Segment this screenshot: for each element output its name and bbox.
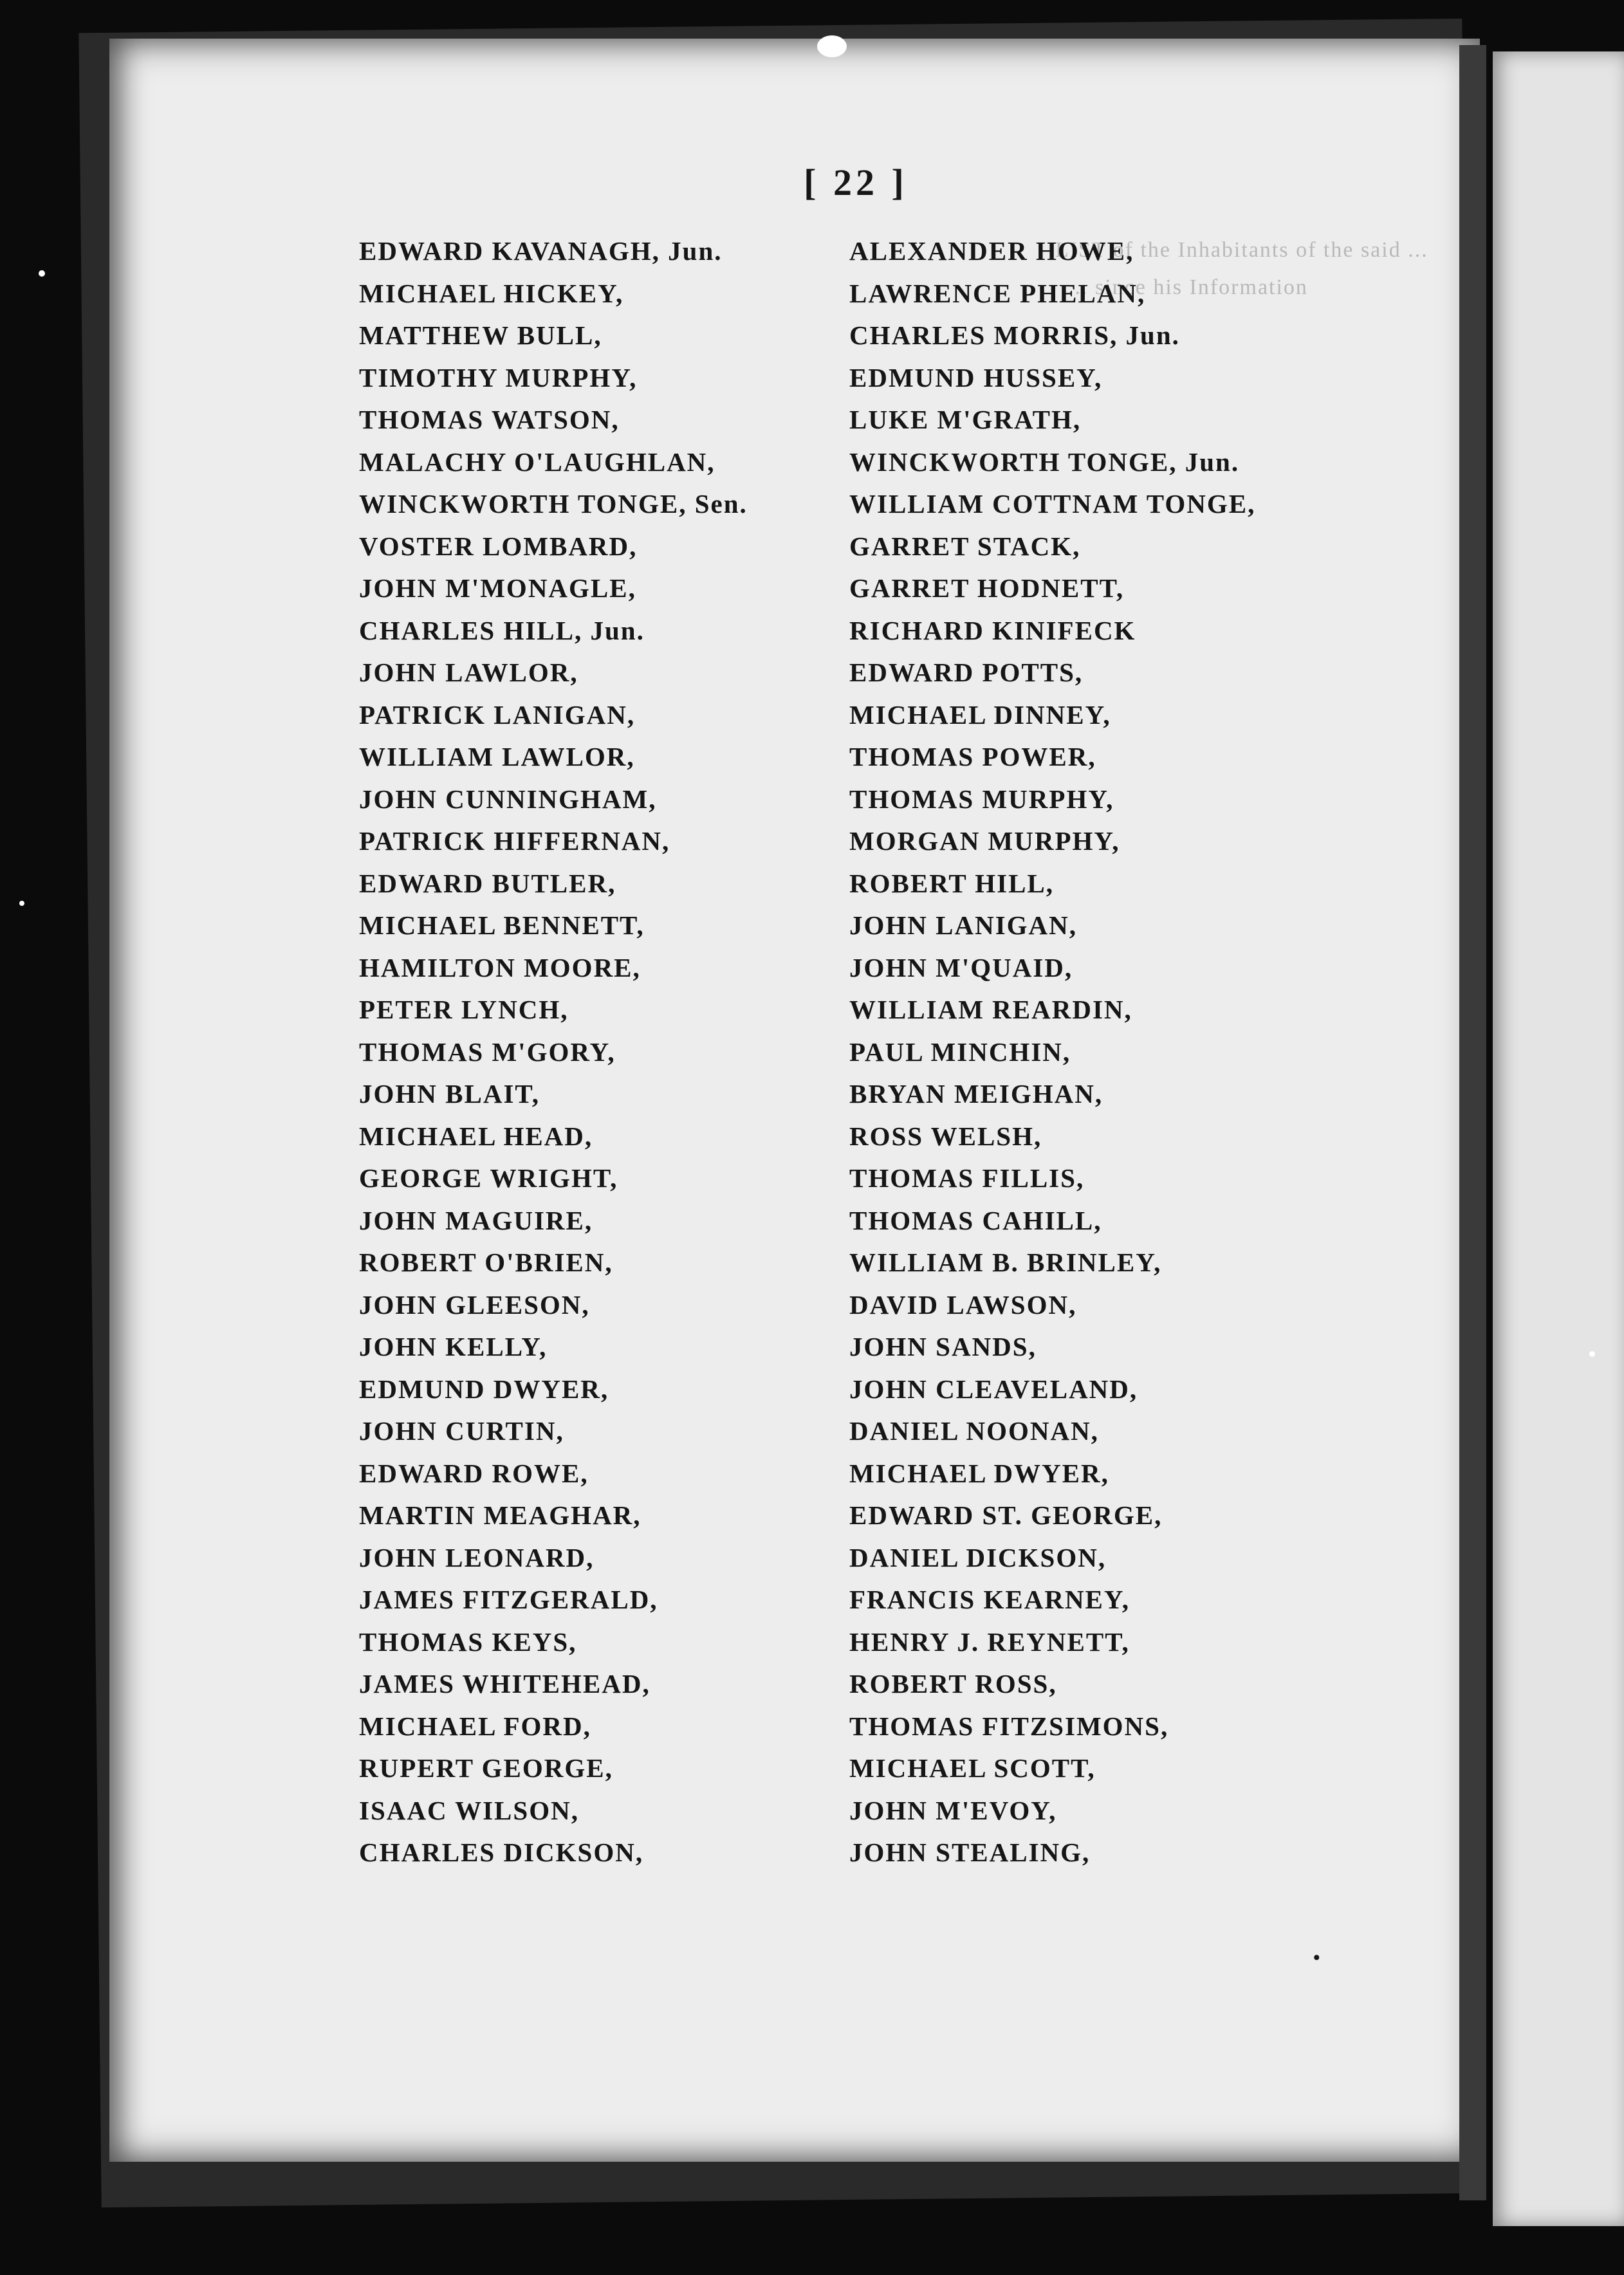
name-entry: RICHARD KINIFECK	[849, 615, 1136, 645]
name-entry: CHARLES DICKSON,	[359, 1838, 644, 1867]
name-entry: JOHN CURTIN,	[359, 1416, 564, 1446]
name-entry: JOHN SANDS,	[849, 1332, 1037, 1361]
page-number: [ 22 ]	[804, 161, 908, 203]
scan-fleck	[39, 270, 45, 277]
name-entry: JOHN CLEAVELAND,	[849, 1374, 1138, 1404]
name-entry: JOHN LANIGAN,	[849, 910, 1078, 940]
name-entry: ALEXANDER HOWE,	[849, 236, 1134, 266]
name-entry: THOMAS FITZSIMONS,	[849, 1711, 1169, 1741]
name-entry: ROBERT O'BRIEN,	[359, 1248, 613, 1277]
name-list-left-column	[359, 230, 848, 1874]
name-entry: EDWARD KAVANAGH, Jun.	[359, 236, 723, 266]
name-entry: ROSS WELSH,	[849, 1121, 1042, 1151]
name-entry: EDMUND HUSSEY,	[849, 362, 1103, 392]
name-entry: PETER LYNCH,	[359, 995, 569, 1024]
scan-fleck	[1589, 1351, 1595, 1357]
name-entry: THOMAS M'GORY,	[359, 1036, 616, 1067]
name-entry: MICHAEL DINNEY,	[849, 699, 1111, 730]
name-entry: JOHN CUNNINGHAM,	[359, 784, 657, 814]
bleed-through-line: LIST of the Inhabitants of the said ...	[1055, 238, 1428, 262]
name-entry: MARTIN MEAGHAR,	[359, 1500, 641, 1530]
name-entry: JOHN M'MONAGLE,	[359, 573, 636, 603]
name-entry: PAUL MINCHIN,	[849, 1036, 1071, 1067]
name-entry: EDWARD ROWE,	[359, 1458, 589, 1488]
name-entry: HAMILTON MOORE,	[359, 952, 641, 982]
name-entry: THOMAS WATSON,	[359, 405, 620, 434]
name-entry: JOHN M'EVOY,	[849, 1795, 1057, 1825]
name-entry: GARRET STACK,	[849, 531, 1081, 561]
name-entry: CHARLES HILL, Jun.	[359, 615, 645, 645]
scan-fleck	[817, 35, 847, 57]
name-entry: JOHN M'QUAID,	[849, 952, 1073, 982]
name-entry: TIMOTHY MURPHY,	[359, 362, 638, 392]
name-entry: DAVID LAWSON,	[849, 1289, 1077, 1320]
name-entry: MICHAEL HEAD,	[359, 1121, 593, 1151]
name-entry: JOHN STEALING,	[849, 1838, 1091, 1867]
name-entry: JOHN BLAIT,	[359, 1079, 540, 1109]
name-entry: GARRET HODNETT,	[849, 573, 1125, 603]
name-entry: JAMES FITZGERALD,	[359, 1585, 658, 1614]
name-entry: CHARLES MORRIS, Jun.	[849, 320, 1180, 350]
name-entry: MICHAEL FORD,	[359, 1711, 591, 1741]
name-entry: EDMUND DWYER,	[359, 1374, 609, 1404]
name-entry: JOHN KELLY,	[359, 1332, 548, 1361]
name-entry: JOHN LAWLOR,	[359, 658, 578, 687]
bleed-through-line: ... since his Information	[1068, 275, 1308, 299]
name-entry: WINCKWORTH TONGE, Jun.	[849, 447, 1240, 477]
name-entry: THOMAS KEYS,	[359, 1626, 577, 1657]
name-entry: MALACHY O'LAUGHLAN,	[359, 447, 715, 477]
name-entry: JOHN MAGUIRE,	[359, 1205, 593, 1235]
name-list-right-column	[849, 230, 1441, 1874]
name-entry: THOMAS FILLIS,	[849, 1163, 1085, 1193]
name-entry: WILLIAM B. BRINLEY,	[849, 1248, 1162, 1277]
name-entry: JOHN LEONARD,	[359, 1542, 595, 1572]
name-entry: EDWARD BUTLER,	[359, 868, 616, 898]
name-entry: JOHN GLEESON,	[359, 1289, 590, 1320]
name-entry: WILLIAM LAWLOR,	[359, 742, 635, 771]
name-entry: THOMAS CAHILL,	[849, 1205, 1102, 1235]
facing-page-edge	[1493, 51, 1624, 2226]
name-entry: JAMES WHITEHEAD,	[359, 1669, 651, 1699]
name-entry: FRANCIS KEARNEY,	[849, 1585, 1130, 1614]
name-entry: MICHAEL BENNETT,	[359, 910, 645, 940]
name-entry: THOMAS MURPHY,	[849, 784, 1114, 814]
name-entry: PATRICK HIFFERNAN,	[359, 826, 670, 856]
name-entry: MORGAN MURPHY,	[849, 826, 1120, 856]
name-entry: WINCKWORTH TONGE, Sen.	[359, 489, 748, 519]
name-entry: LUKE M'GRATH,	[849, 405, 1082, 434]
name-entry: MICHAEL HICKEY,	[359, 278, 624, 308]
end-mark: .	[1313, 1931, 1321, 1967]
name-entry: MICHAEL DWYER,	[849, 1458, 1109, 1488]
name-entry: VOSTER LOMBARD,	[359, 531, 638, 561]
name-entry: GEORGE WRIGHT,	[359, 1163, 618, 1193]
name-entry: RUPERT GEORGE,	[359, 1753, 613, 1783]
name-entry: PATRICK LANIGAN,	[359, 699, 636, 730]
name-entry: EDWARD ST. GEORGE,	[849, 1500, 1163, 1530]
book-gutter	[1459, 45, 1486, 2200]
name-entry: MATTHEW BULL,	[359, 320, 602, 350]
name-entry: ISAAC WILSON,	[359, 1795, 579, 1825]
name-entry: DANIEL DICKSON,	[849, 1542, 1107, 1572]
scan-fleck	[19, 901, 24, 906]
name-entry: DANIEL NOONAN,	[849, 1416, 1099, 1446]
name-entry: HENRY J. REYNETT,	[849, 1626, 1130, 1657]
name-entry: ROBERT HILL,	[849, 868, 1055, 898]
name-entry: MICHAEL SCOTT,	[849, 1753, 1096, 1783]
name-entry: EDWARD POTTS,	[849, 658, 1084, 687]
name-entry: WILLIAM REARDIN,	[849, 995, 1132, 1024]
name-entry: WILLIAM COTTNAM TONGE,	[849, 489, 1256, 519]
name-entry: ROBERT ROSS,	[849, 1669, 1057, 1699]
name-entry: LAWRENCE PHELAN,	[849, 278, 1146, 308]
name-entry: THOMAS POWER,	[849, 742, 1096, 771]
name-entry: BRYAN MEIGHAN,	[849, 1079, 1103, 1109]
